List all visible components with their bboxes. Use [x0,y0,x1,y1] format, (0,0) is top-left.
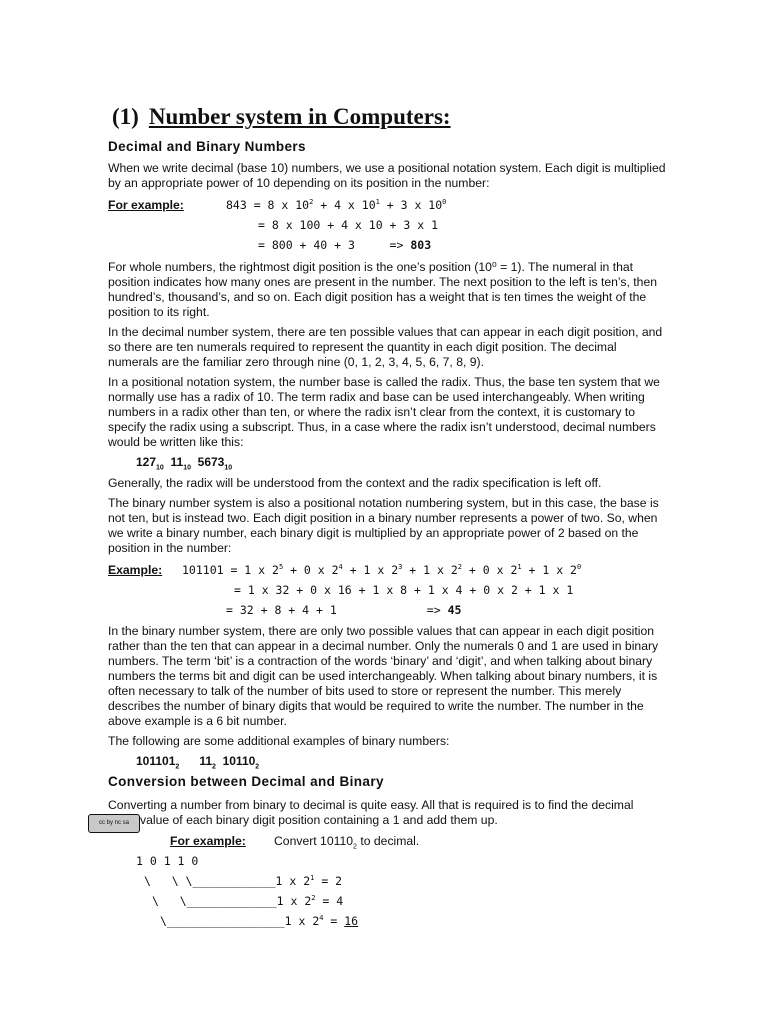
section-heading-decimal: Decimal and Binary Numbers [108,139,306,154]
paragraph-binary-examples-intro: The following are some additional examples of binary numbers: [108,734,450,748]
conversion-example-label: For example: [170,834,246,848]
equation-line-2: = 8 x 100 + 4 x 10 + 3 x 1 [258,218,439,232]
creative-commons-badge-icon: cc by nc sa [88,814,140,833]
binary-example-label: Example: [108,563,163,577]
paragraph-conversion-line2: value of each binary digit position containing a 1 and add them up. [140,813,498,827]
binary-equation-line-1: 101101 = 1 x $2^5 + 0$ x $2^4 + 1$ x $2^3 + 1$ x $2^2 + 0$ x $2^1 + 1$ x $2^0$ [182,563,582,577]
page-title [112,104,451,130]
conversion-row-2: \ \_____________1 x $2^2 = 4$ [152,894,344,908]
paragraph-radix: In a positional notation system, the number base is called the radix. Thus, the base ten system that we normally use has a radix of 10. The term radix and base can be used interchangeably. When writing numbers in a radix other than ten, or where the radix isn’t clear from the context, it is customary to specify the radix using a subscript. Thus, in a case where the radix isn’t understood, decimal numbers would be written like this: [108,375,660,449]
binary-equation-line-2: = 1 x 32 + 0 x 16 + 1 x 8 + 1 x 4 + 0 x 2 + 1 x 1 [234,583,574,597]
paragraph-positions: For whole numbers, the rightmost digit position is the one’s position (10⁰ = 1). The numeral in that position indicates how many ones are present in the number. The next position to the left is ten’s, then hundred’s, thousand’s, and so on. Each digit position has a weight that is ten times the weight of the position to its right. [108,260,657,319]
conversion-row-1: \ \ \____________1 x $2^1 = 2$ [144,874,343,888]
conversion-digits: 1 0 1 1 0 [136,854,199,868]
equation-line-3: = 800 + 40 + 3 => 803 [258,238,432,252]
paragraph-radix-note: Generally, the radix will be understood from the context and the radix specification is left off. [108,476,602,490]
example-label: For example: [108,198,184,212]
binary-equation-line-3: = 32 + 8 + 4 + 1 => 45 [226,603,462,617]
section-heading-conversion: Conversion between Decimal and Binary [108,774,384,789]
title-number: (1) [112,104,139,129]
radix-examples: $127_{10}$ $11_{10}$ $5673_{10}$ [136,455,233,472]
conversion-instruction: Convert $10110_2$ to decimal. [274,834,420,851]
paragraph-binary: The binary number system is also a positional notation numbering system, but in this case, the base is not ten, but is instead two. Each digit position in a binary number represents a power of two. So, when we write a binary number, each binary digit is multiplied by an appropriate power of 2 based on the position in the number: [108,496,659,555]
paragraph-intro: When we write decimal (base 10) numbers, we use a positional notation system. Each digit is multiplied by an appropriate power of 10 depending on its position in the number: [108,161,666,190]
equation-line-1: 843 = 8 x $10^2 + 4$ x $10^1 + 3$ x $10^0$ [226,198,447,212]
paragraph-bits: In the binary number system, there are only two possible values that can appear in each digit position rather than the ten that can appear in a decimal number. Only the numerals 0 and 1 are used in binary numbers. The term ‘bit’ is a contraction of the words ‘binary’ and ‘digit’, and when talking about binary numbers the terms bit and digit can be used interchangeably. When talking about binary numbers, it is often necessary to talk of the number of bits used to store or represent the number. This merely describes the number of binary digits that would be required to write the number. The number in the above example is a 6 bit number. [108,624,659,728]
binary-examples: $101101_2$ $11_2$ $10110_2$ [136,754,260,771]
conversion-row-3: \_________________1 x $2^4 = 16$ [160,914,359,928]
paragraph-decimal-numerals: In the decimal number system, there are ten possible values that can appear in each digit position, and so there are ten numerals required to represent the quantity in each digit position. The decimal numerals are the familiar zero through nine (0, 1, 2, 3, 4, 5, 6, 7, 8, 9). [108,325,663,369]
paragraph-conversion-line1: Converting a number from binary to decimal is quite easy. All that is required is to find the decimal [108,798,634,812]
title-text: Number system in Computers: [148,104,451,129]
